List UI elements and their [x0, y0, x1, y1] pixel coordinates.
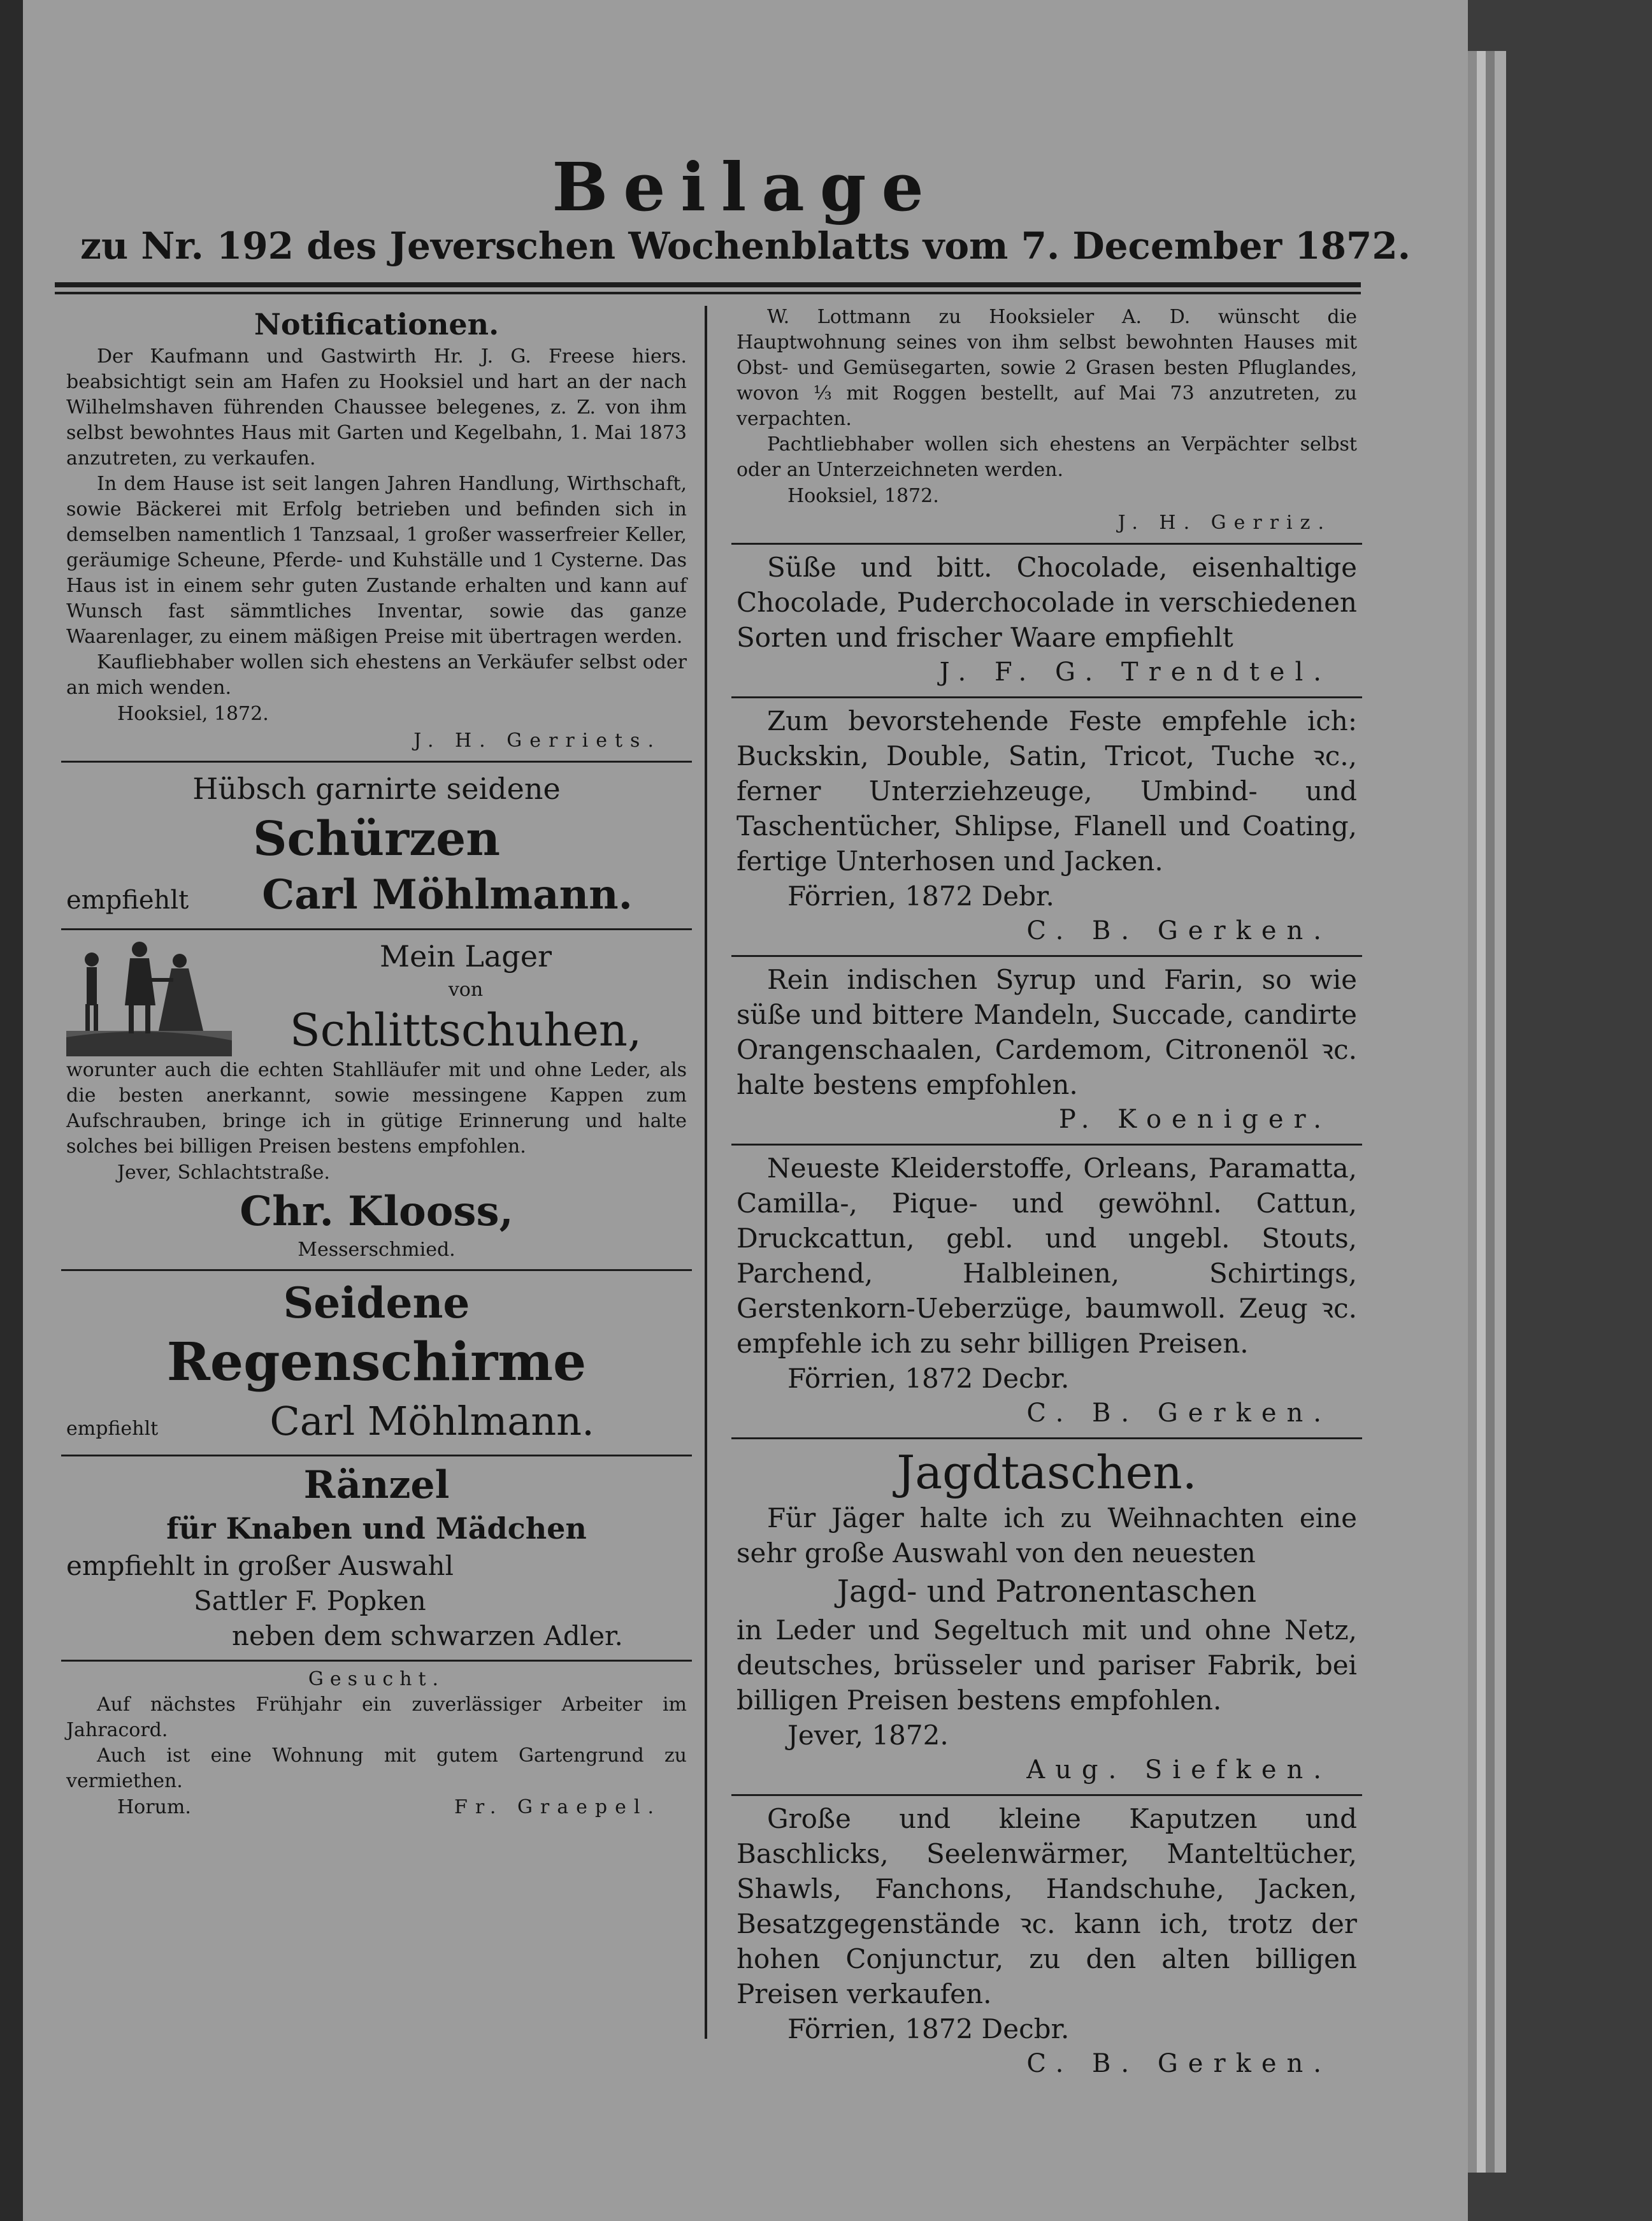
ad-line: Mein Lager	[380, 939, 552, 974]
ad-signature: J. H. Gerriets.	[413, 730, 661, 752]
ad-line: Jagd- und Patronentaschen	[837, 1574, 1257, 1609]
page-edge	[1477, 51, 1486, 2173]
ad-headline: Schürzen	[253, 812, 500, 866]
ad-lottmann	[731, 299, 1362, 545]
ad-signature: C. B. Gerken.	[1026, 2049, 1332, 2078]
ad-signature: C. B. Gerken.	[1026, 1398, 1332, 1428]
ad-place-date: Förrien, 1872 Decbr.	[787, 1363, 1070, 1394]
left-column	[61, 299, 692, 2045]
ad-paragraph: worunter auch die echten Stahlläufer mit und ohne Leder, als die besten anerkannt, sowie messingene Kappen zum Aufschrauben, bringe ich in gütige Erinnerung und halte solches bei billigen Preisen bestens empfohlen.	[66, 1059, 687, 1158]
ad-syrup	[731, 957, 1362, 1146]
ad-label: empfiehlt	[66, 1418, 159, 1440]
ad-label: empfiehlt	[66, 886, 189, 915]
ad-paragraph: Kaufliebhaber wollen sich ehestens an Verkäufer selbst oder an mich wenden.	[66, 651, 687, 699]
ad-firm-row	[66, 1395, 687, 1448]
column-divider	[705, 306, 707, 2039]
ad-line: von	[448, 979, 484, 1001]
ad-paragraph: Neueste Kleiderstoffe, Orleans, Paramatta, Camilla-, Pique- und gewöhnl. Cattun, Druckcattun, gebl. und ungebl. Stouts, Parchend, Halbleinen, Schirtings, Gerstenkorn-Ueberzüge, baumwoll. Zeug ꝛc. empfehle ich zu sehr billigen Preisen.	[736, 1153, 1357, 1359]
ad-footer-row	[66, 1794, 687, 1821]
ad-firm: Chr. Klooss,	[240, 1188, 514, 1235]
ad-jagdtaschen	[731, 1439, 1362, 1796]
ad-paragraph: Große und kleine Kaputzen und Baschlicks, Seelenwärmer, Manteltücher, Shawls, Fanchons, Handschuhe, Jacken, Besatzgegenstände ꝛc. kann ich, trotz der hohen Conjunctur, zu den alten billigen Preisen verkaufen.	[736, 1803, 1357, 2009]
ad-paragraph: Rein indischen Syrup und Farin, so wie süße und bittere Mandeln, Succade, candirte Orangenschaalen, Cardemom, Citronenöl ꝛc. halte bestens empfohlen.	[736, 964, 1357, 1100]
page-title: Beilage	[552, 148, 939, 226]
ad-paragraph: Pachtliebhaber wollen sich ehestens an Verpächter selbst oder an Unterzeichneten werden.	[736, 433, 1357, 481]
ad-place-date: Hooksiel, 1872.	[117, 703, 269, 725]
right-column	[731, 299, 1362, 2078]
ad-line: Seidene	[283, 1278, 470, 1328]
newspaper-page	[23, 0, 1468, 2221]
page-edge	[1495, 51, 1506, 2173]
ad-line: empfiehlt in großer Auswahl	[66, 1550, 454, 1581]
ad-regenschirme	[61, 1271, 692, 1456]
ad-feste	[731, 698, 1362, 957]
ad-schuerzen	[61, 763, 692, 930]
ad-paragraph: W. Lottmann zu Hooksieler A. D. wünscht die Hauptwohnung seines von ihm selbst bewohnten Hauses mit Obst- und Gemüsegarten, sowie 2 Grasen besten Pfluglandes, wovon ⅓ mit Roggen bestellt, auf Mai 73 anzutreten, zu verpachten.	[736, 306, 1357, 430]
ad-trade: Messerschmied.	[298, 1239, 456, 1261]
ad-gesucht	[61, 1662, 692, 1827]
ad-signature: J. F. G. Trendtel.	[939, 658, 1332, 687]
ad-paragraph: Süße und bitt. Chocolade, eisenhaltige Chocolade, Puderchocolade in verschiedenen Sorten und frischer Waare empfiehlt	[736, 552, 1357, 653]
page-edge	[1468, 51, 1477, 2173]
ad-heading: Gesucht.	[308, 1668, 445, 1690]
binding-shadow	[0, 0, 23, 2221]
ad-paragraph: In dem Hause ist seit langen Jahren Handlung, Wirthschaft, sowie Bäckerei mit Erfolg betrieben und befinden sich in demselben namentlich 1 Tanzsaal, 1 großer wasserfreier Keller, geräumige Scheune, Pferde- und Kuhställe und 1 Cysterne. Das Haus ist in einem sehr guten Zustande erhalten und kann auf Wunsch fast sämmtliches Inventar, sowie das ganze Waarenlager, zu einem mäßigen Preise mit übertragen werden.	[66, 473, 687, 648]
ad-chocolade	[731, 545, 1362, 698]
ad-heading: Notificationen.	[254, 307, 499, 341]
ad-notificationen	[61, 299, 692, 763]
ad-place-date: Jever, Schlachtstraße.	[117, 1161, 330, 1184]
ad-paragraph: Der Kaufmann und Gastwirth Hr. J. G. Freese hiers. beabsichtigt sein am Hafen zu Hooksiel und hart an der nach Wilhelmshaven führenden Chaussee belegenes, z. Z. von ihm selbst bewohntes Haus mit Garten und Kegelbahn, 1. Mai 1873 anzutreten, zu verkaufen.	[66, 345, 687, 470]
ad-place-date: Förrien, 1872 Debr.	[787, 880, 1054, 912]
page-subtitle: zu Nr. 192 des Jeverschen Wochenblatts vom 7. December 1872.	[80, 224, 1411, 268]
ad-place-date: Hooksiel, 1872.	[787, 485, 939, 507]
ad-signature: Fr. Graepel.	[454, 1796, 661, 1818]
ad-signature: neben dem schwarzen Adler.	[232, 1620, 623, 1651]
ad-paragraph: Auf nächstes Frühjahr ein zuverlässiger Arbeiter im Jahracord.	[66, 1693, 687, 1741]
page-edge	[1486, 51, 1495, 2173]
ad-firm: Carl Möhlmann.	[269, 1398, 594, 1444]
ad-line: Hübsch garnirte seidene	[192, 772, 561, 806]
ad-schlittschuhe	[61, 930, 692, 1271]
ad-raenzel	[61, 1456, 692, 1662]
ad-line: für Knaben und Mädchen	[166, 1511, 587, 1546]
header-rule-thick	[55, 282, 1361, 287]
ad-place-date: Jever, 1872.	[787, 1720, 949, 1751]
ad-headline: Regenschirme	[166, 1332, 587, 1393]
ad-place-date: Förrien, 1872 Decbr.	[787, 2013, 1070, 2045]
ad-paragraph: in Leder und Segeltuch mit und ohne Netz, deutsches, brüsseler und pariser Fabrik, bei billigen Preisen bestens empfohlen.	[736, 1614, 1357, 1716]
ad-skate-heading	[245, 935, 687, 1058]
ad-kaputzen	[731, 1796, 1362, 2088]
ad-paragraph: Zum bevorstehende Feste empfehle ich: Buckskin, Double, Satin, Tricot, Tuche ꝛc., ferner Unterziehzeuge, Umbind- und Taschentücher, Shlipse, Flanell und Coating, fertige Unterhosen und Jacken.	[736, 705, 1357, 877]
ad-firm: Carl Möhlmann.	[262, 871, 633, 919]
ad-place-date: Horum.	[117, 1796, 191, 1818]
ad-headline: Schlittschuhen,	[289, 1004, 642, 1056]
ad-kleiderstoffe	[731, 1146, 1362, 1439]
ad-signature: Sattler F. Popken	[194, 1585, 426, 1616]
header-rule-thin	[55, 292, 1361, 294]
ad-signature: P. Koeniger.	[1058, 1105, 1332, 1134]
skaters-illustration-icon	[66, 935, 232, 1056]
ad-paragraph: Für Jäger halte ich zu Weihnachten eine sehr große Auswahl von den neuesten	[736, 1502, 1357, 1569]
ad-signature: Aug. Siefken.	[1026, 1755, 1332, 1785]
ad-headline: Ränzel	[303, 1463, 450, 1507]
ad-signature: J. H. Gerriz.	[1117, 512, 1332, 534]
ad-skate-block	[66, 935, 687, 1058]
ad-paragraph: Auch ist eine Wohnung mit gutem Gartengrund zu vermiethen.	[66, 1744, 687, 1792]
ad-signature: C. B. Gerken.	[1026, 916, 1332, 945]
ad-firm-row	[66, 868, 687, 922]
ad-headline: Jagdtaschen.	[896, 1446, 1197, 1499]
